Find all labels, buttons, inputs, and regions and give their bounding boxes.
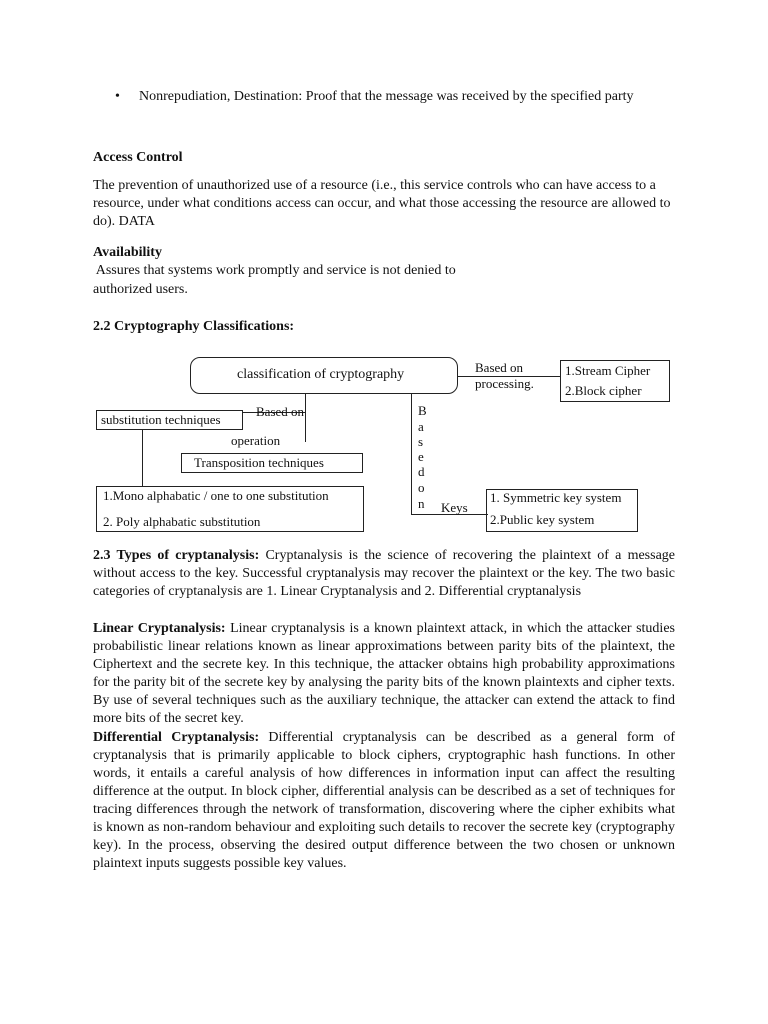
substitution-label: substitution techniques — [101, 412, 221, 427]
stream-cipher-label: 1.Stream Cipher — [565, 363, 651, 378]
keys-box — [486, 489, 638, 532]
based-on-operation-label-1: Based on — [256, 404, 305, 419]
transposition-box — [181, 453, 363, 473]
cryptanalysis-body: Cryptanalysis is the science of recovering the plaintext of a message without access to the key. Successful cryptanalysis may recover the plaintext or the key. The two basic categories of cryptanalysis are 1. Linear Cryptanalysis and 2. Differential cryptanalysis — [93, 548, 676, 599]
vertical-letter: o — [418, 480, 425, 495]
vertical-letter: s — [418, 434, 424, 449]
based-on-processing-label-2: processing. — [475, 376, 534, 391]
connector-line — [305, 394, 306, 442]
substitution-box — [96, 410, 243, 430]
substitution-types-box — [96, 486, 364, 532]
public-key-label: 2.Public key system — [490, 512, 595, 527]
availability-line-1: Assures that systems work promptly and service is not denied to — [93, 263, 456, 278]
diagram-root-box — [190, 357, 458, 394]
connector-line — [411, 394, 412, 514]
vertical-letter: n — [418, 496, 425, 511]
differential-body: Differential cryptanalysis can be described as a general form of cryptanalysis that is primarily applicable to block ciphers, cryptographic hash functions. In other words, it entails a careful analysis of how differences in information input can affect the resulting difference at the output. In block cipher, differential analysis can be described as a set of techniques for tracing differences through the network of transformation, discovering where the cipher exhibits what is known as non-random behaviour and exploiting such details to recover the secrete key (cryptography key). In the process, observing the desired output difference between the two chosen or unknown plaintext inputs suggests possible key values. — [93, 730, 675, 871]
vertical-letter: a — [418, 419, 424, 434]
vertical-letter: e — [418, 449, 424, 464]
bullet-symbol: • — [115, 89, 120, 104]
linear-heading: Linear Cryptanalysis: — [93, 621, 226, 636]
connector-line — [142, 430, 143, 486]
differential-heading: Differential Cryptanalysis: — [93, 730, 260, 745]
keys-label: Keys — [441, 500, 468, 515]
cryptanalysis-heading: 2.3 Types of cryptanalysis: — [93, 548, 260, 563]
vertical-letter: d — [418, 464, 425, 479]
linear-paragraph — [93, 620, 675, 728]
symmetric-key-label: 1. Symmetric key system — [490, 490, 622, 505]
availability-heading: Availability — [93, 245, 162, 260]
access-control-body: The prevention of unauthorized use of a resource (i.e., this service controls who can have access to a resource, under what conditions access can occur, and what those accessing the resource are allowed to do). DATA — [93, 178, 671, 229]
based-on-processing-label-1: Based on — [475, 360, 524, 375]
bullet-text: Nonrepudiation, Destination: Proof that the message was received by the specified party — [139, 89, 634, 104]
transposition-label: Transposition techniques — [194, 455, 324, 470]
classifications-heading: 2.2 Cryptography Classifications: — [93, 319, 295, 334]
diagram-root-label: classification of cryptography — [237, 367, 405, 382]
based-on-operation-label-2: operation — [231, 433, 281, 448]
poly-alphabetic-label: 2. Poly alphabatic substitution — [103, 514, 261, 529]
availability-line-2: authorized users. — [93, 282, 188, 297]
connector-line — [458, 376, 560, 377]
differential-paragraph — [93, 729, 675, 873]
cryptanalysis-paragraph — [93, 547, 675, 601]
block-cipher-label: 2.Block cipher — [565, 383, 642, 398]
processing-box — [560, 360, 670, 402]
connector-line — [411, 514, 488, 515]
connector-line — [242, 412, 305, 413]
linear-body: Linear cryptanalysis is a known plaintext attack, in which the attacker studies probabilistic linear relations known as linear approximations between parity bits of the plaintext, the Ciphertext and the secrete key. In this technique, the attacker obtains high probability approximations for the parity bit of the secrete key by analysing the parity bits of the known plaintexts and cipher texts. By use of several techniques such as the auxiliary technique, the attacker can extend the attack to find more bits of the secret key. — [93, 621, 675, 726]
vertical-letter: B — [418, 403, 427, 418]
access-control-heading: Access Control — [93, 150, 183, 165]
mono-alphabetic-label: 1.Mono alphabatic / one to one substitution — [103, 488, 329, 503]
